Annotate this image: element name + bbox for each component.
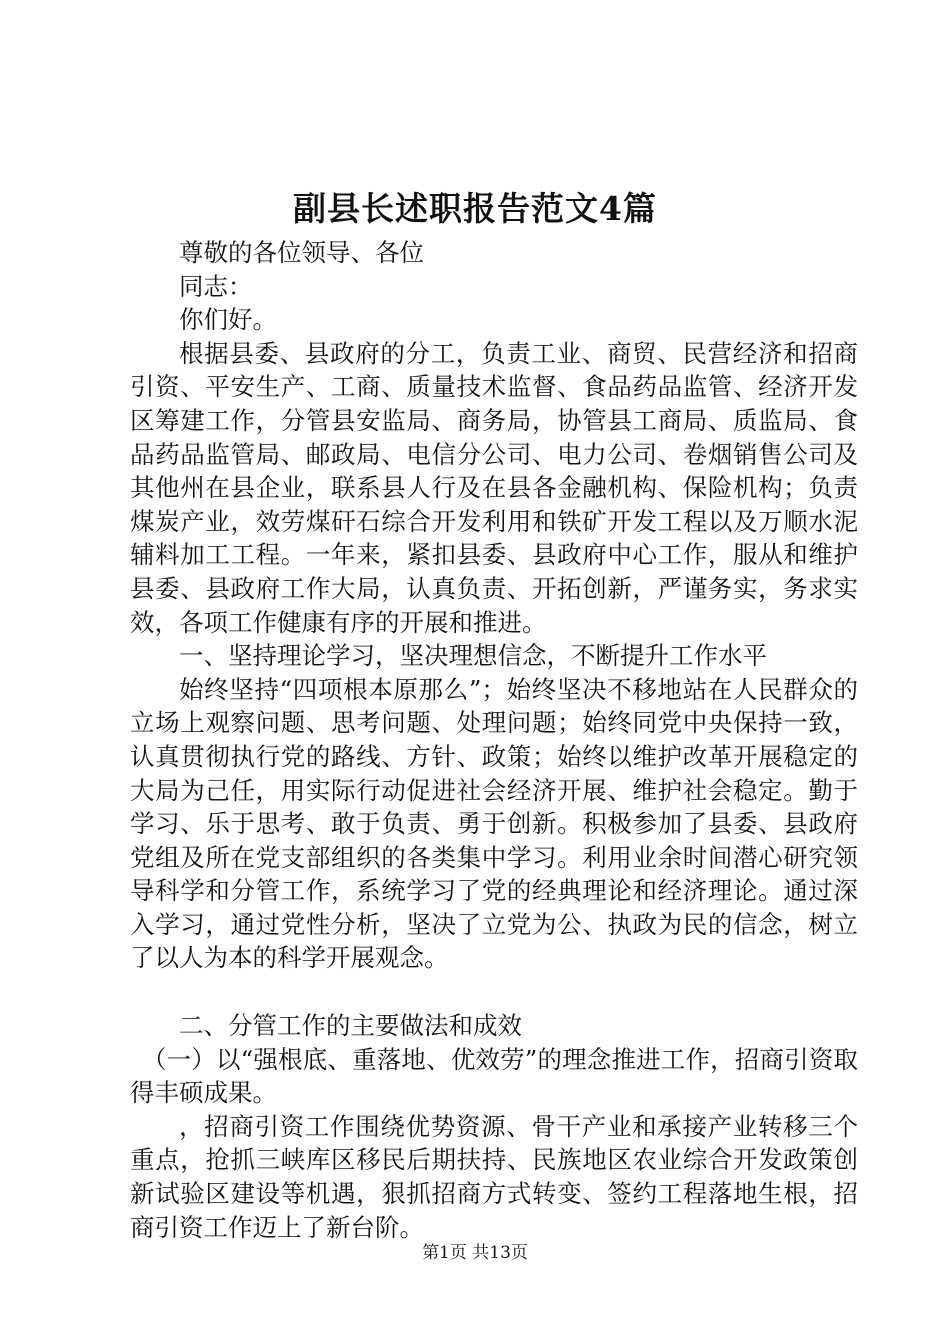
salutation-line-1: 尊敬的各位领导、各位 (179, 238, 424, 267)
section-heading-1: 一、坚持理论学习，坚决理想信念，不断提升工作水平 (179, 641, 767, 671)
page-footer: 第1页 共13页 (422, 1243, 528, 1263)
subsection-1-paragraph: ，招商引资工作围绕优势资源、骨干产业和承接产业转移三个重点，抢抓三峡库区移民后期扶持、民族地区农业综合开发政策创新试验区建设等机遇，狠抓招商方式转变、签约工程落地生根，招商引资工作迈上了新台阶。 (130, 1111, 858, 1242)
subsection-heading-1: （一）以“强根底、重落地、优效劳”的理念推进工作，招商引资取得丰硕成果。 (130, 1044, 858, 1108)
blank-line (130, 975, 858, 1009)
section-heading-2: 二、分管工作的主要做法和成效 (179, 1011, 522, 1041)
intro-paragraph: 根据县委、县政府的分工，负责工业、商贸、民营经济和招商引资、平安生产、工商、质量技术监督、食品药品监管、经济开发区筹建工作，分管县安监局、商务局，协管县工商局、质监局、食品药品监管局、邮政局、电信分公司、电力公司、卷烟销售公司及其他州在县企业，联系县人行及在县各金融机构、保险机构；负责煤炭产业，效劳煤矸石综合开发利用和铁矿开发工程以及万顺水泥辅料加工工程。一年来，紧扣县委、县政府中心工作，服从和维护县委、县政府工作大局，认真负责、开拓创新，严谨务实，务求实效，各项工作健康有序的开展和推进。 (130, 338, 858, 637)
salutation-line-2: 同志： (179, 271, 253, 301)
greeting: 你们好。 (179, 305, 277, 335)
document-body (130, 236, 858, 1244)
section-1-paragraph: 始终坚持“四项根本原那么”；始终坚决不移地站在人民群众的立场上观察问题、思考问题、处理问题；始终同党中央保持一致，认真贯彻执行党的路线、方针、政策；始终以维护改革开展稳定的大局为己任，用实际行动促进社会经济开展、维护社会稳定。勤于学习、乐于思考、敢于负责、勇于创新。积极参加了县委、县政府党组及所在党支部组织的各类集中学习。利用业余时间潜心研究领导科学和分管工作，系统学习了党的经典理论和经济理论。通过深入学习，通过党性分析，坚决了立党为公、执政为民的信念，树立了以人为本的科学开展观念。 (130, 674, 858, 973)
document-title: 副县长述职报告范文4篇 (293, 189, 657, 228)
